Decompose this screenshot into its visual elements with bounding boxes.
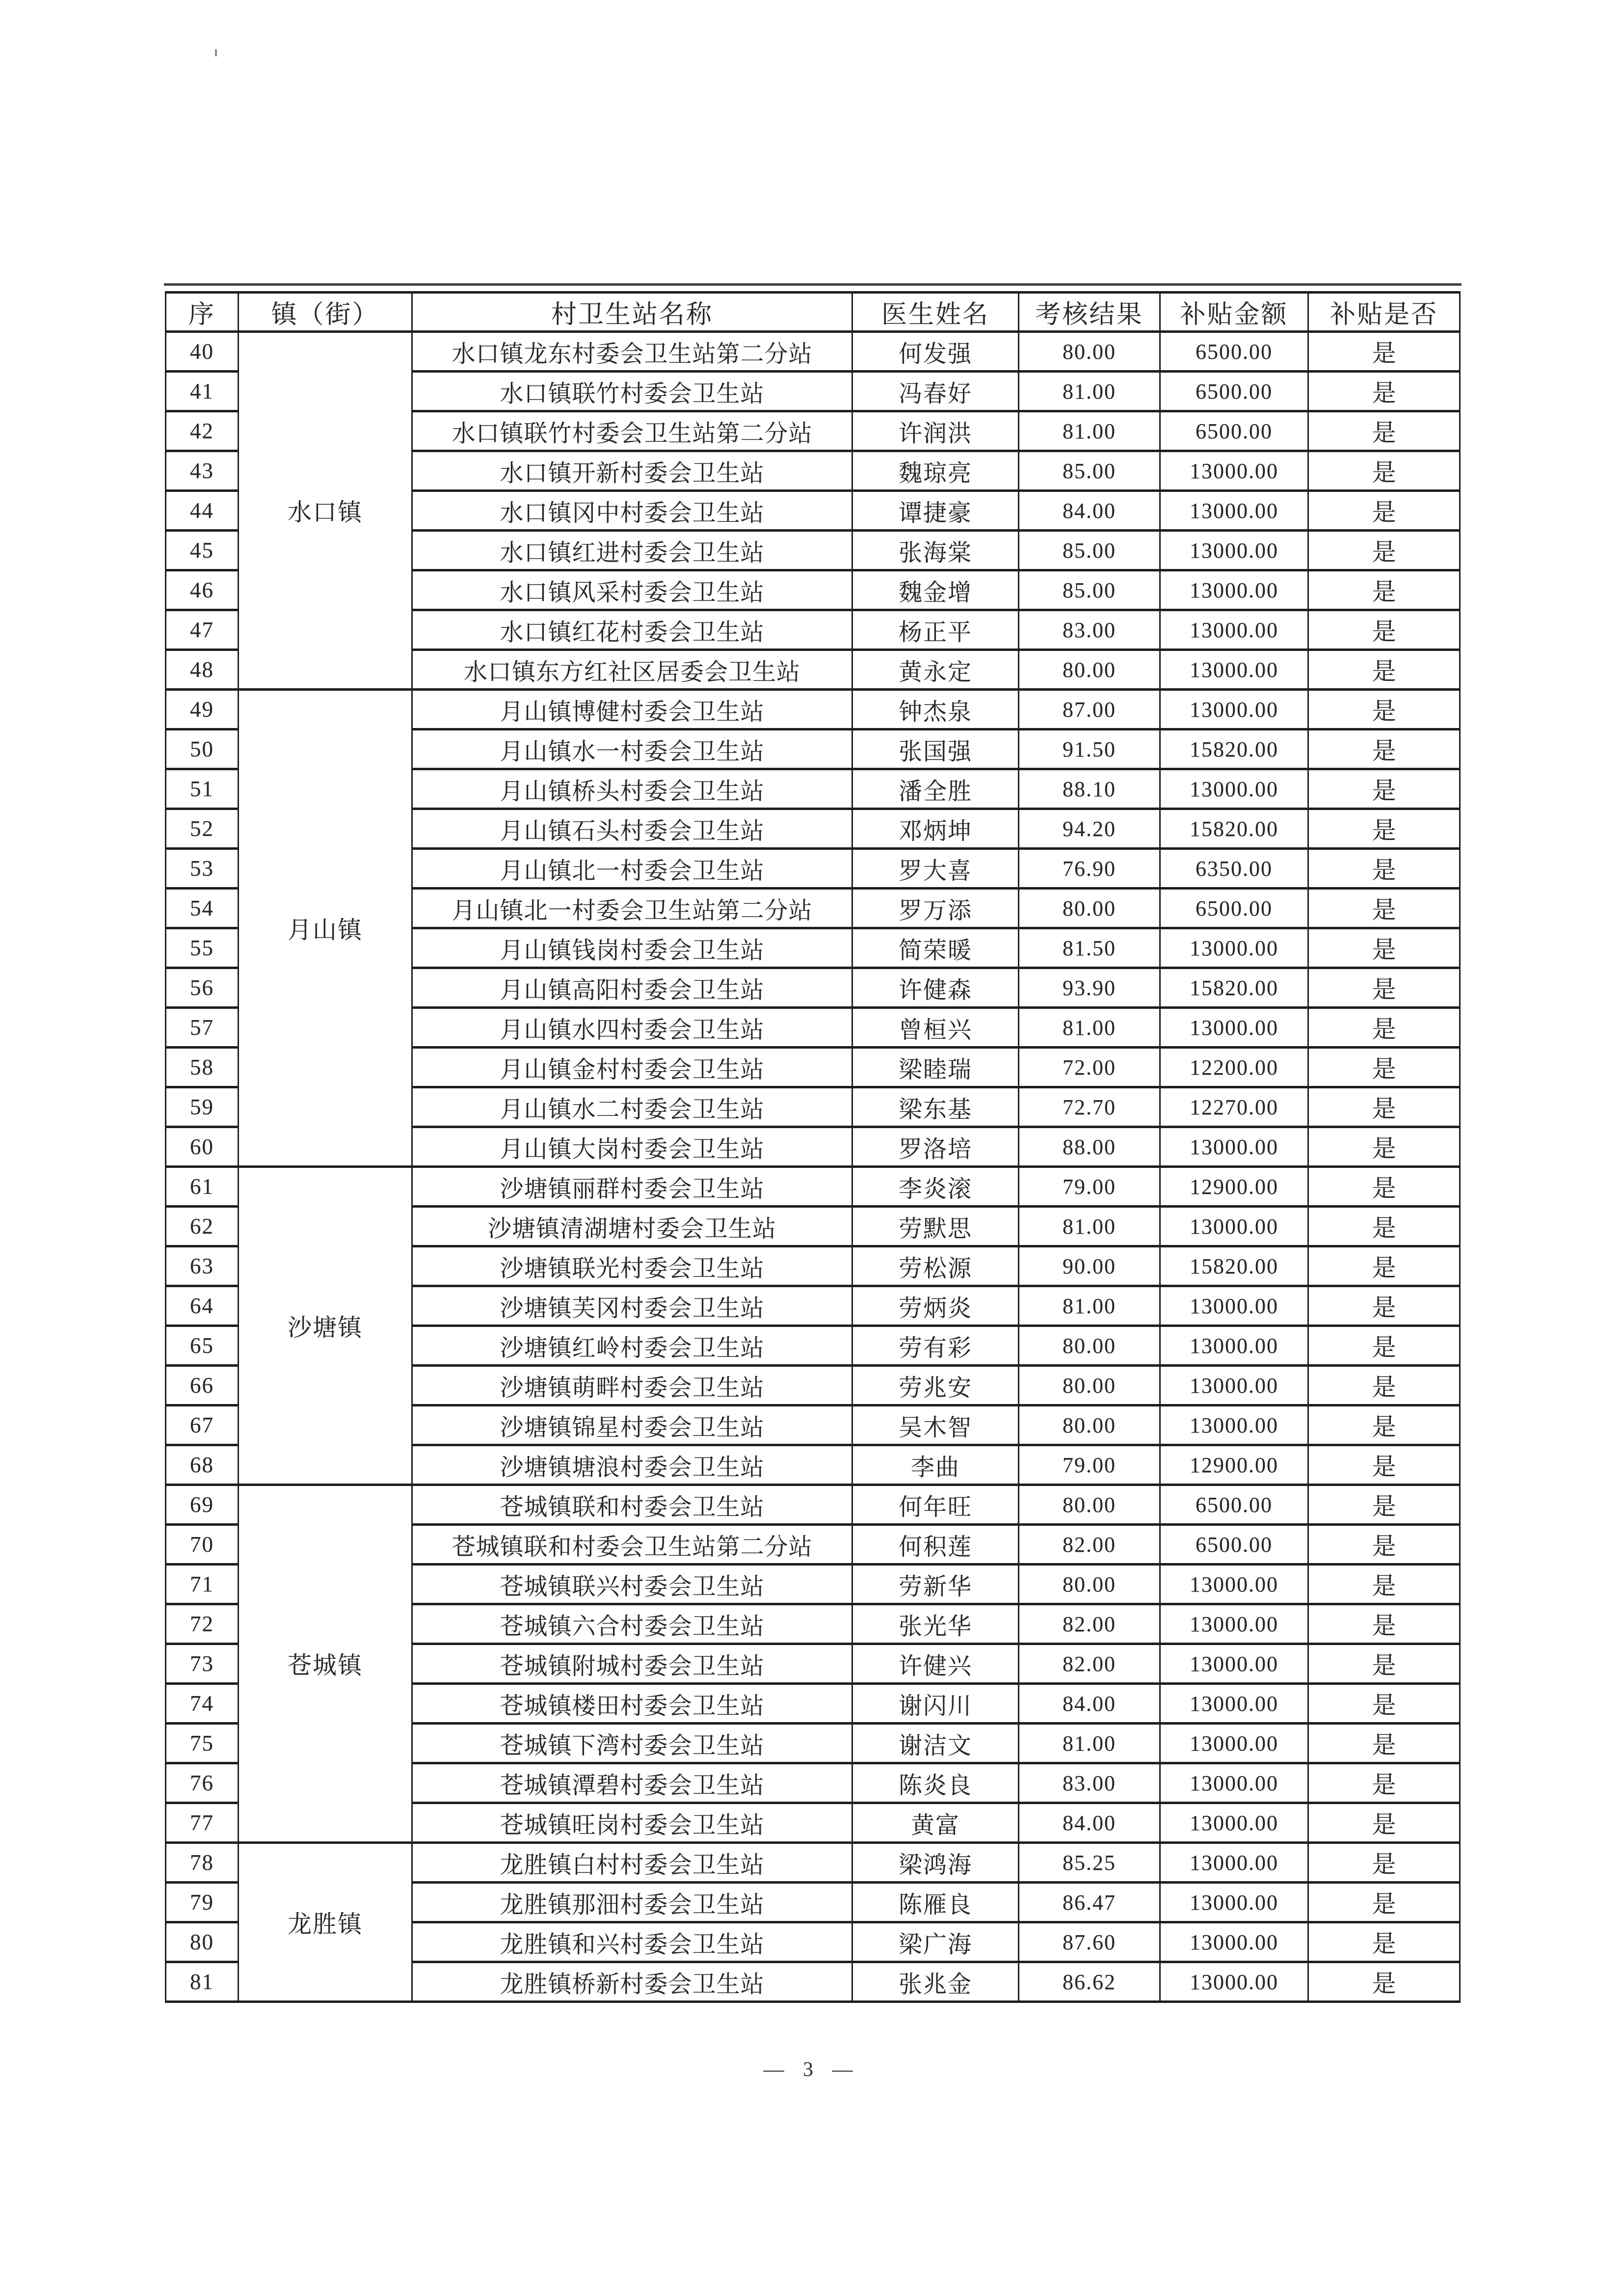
cell-station-name: 月山镇水四村委会卫生站 [412,1008,852,1048]
cell-subsidy-amount: 15820.00 [1160,809,1308,849]
cell-serial-number: 50 [166,729,239,769]
cell-serial-number: 81 [166,1962,239,2002]
cell-subsidy-granted: 是 [1308,1724,1460,1763]
cell-doctor-name: 劳新华 [852,1565,1019,1604]
cell-station-name: 月山镇大岗村委会卫生站 [412,1127,852,1167]
cell-subsidy-granted: 是 [1308,729,1460,769]
cell-subsidy-amount: 13000.00 [1160,570,1308,610]
cell-subsidy-amount: 12270.00 [1160,1087,1308,1127]
cell-assessment-score: 80.00 [1019,1485,1160,1525]
cell-serial-number: 67 [166,1405,239,1445]
cell-station-name: 水口镇联竹村委会卫生站 [412,372,852,411]
cell-serial-number: 59 [166,1087,239,1127]
cell-doctor-name: 劳兆安 [852,1366,1019,1405]
cell-subsidy-granted: 是 [1308,849,1460,889]
cell-assessment-score: 83.00 [1019,610,1160,650]
cell-assessment-score: 83.00 [1019,1763,1160,1803]
cell-subsidy-granted: 是 [1308,1008,1460,1048]
cell-assessment-score: 85.00 [1019,570,1160,610]
cell-station-name: 月山镇博健村委会卫生站 [412,690,852,729]
cell-serial-number: 80 [166,1922,239,1962]
cell-subsidy-granted: 是 [1308,610,1460,650]
cell-subsidy-granted: 是 [1308,1127,1460,1167]
header-station: 村卫生站名称 [412,293,852,332]
cell-subsidy-amount: 15820.00 [1160,968,1308,1008]
cell-assessment-score: 80.00 [1019,889,1160,928]
cell-doctor-name: 谢洁文 [852,1724,1019,1763]
cell-serial-number: 60 [166,1127,239,1167]
cell-assessment-score: 88.00 [1019,1127,1160,1167]
cell-subsidy-amount: 13000.00 [1160,451,1308,491]
cell-assessment-score: 72.70 [1019,1087,1160,1127]
cell-subsidy-granted: 是 [1308,889,1460,928]
cell-assessment-score: 79.00 [1019,1445,1160,1485]
cell-subsidy-granted: 是 [1308,1207,1460,1246]
cell-doctor-name: 钟杰泉 [852,690,1019,729]
cell-serial-number: 55 [166,928,239,968]
cell-serial-number: 42 [166,411,239,451]
cell-station-name: 水口镇红进村委会卫生站 [412,531,852,570]
cell-town-name: 月山镇 [239,690,412,1167]
cell-assessment-score: 93.90 [1019,968,1160,1008]
cell-station-name: 月山镇石头村委会卫生站 [412,809,852,849]
cell-doctor-name: 许健森 [852,968,1019,1008]
cell-subsidy-amount: 15820.00 [1160,1246,1308,1286]
cell-town-name: 水口镇 [239,332,412,690]
cell-station-name: 月山镇北一村委会卫生站 [412,849,852,889]
cell-assessment-score: 80.00 [1019,1405,1160,1445]
cell-station-name: 水口镇红花村委会卫生站 [412,610,852,650]
cell-subsidy-amount: 6500.00 [1160,372,1308,411]
cell-subsidy-granted: 是 [1308,1644,1460,1684]
cell-subsidy-granted: 是 [1308,1405,1460,1445]
cell-assessment-score: 81.50 [1019,928,1160,968]
header-doctor: 医生姓名 [852,293,1019,332]
cell-station-name: 苍城镇联和村委会卫生站第二分站 [412,1525,852,1565]
cell-station-name: 沙塘镇萌畔村委会卫生站 [412,1366,852,1405]
cell-doctor-name: 李曲 [852,1445,1019,1485]
cell-subsidy-granted: 是 [1308,968,1460,1008]
cell-station-name: 沙塘镇塘浪村委会卫生站 [412,1445,852,1485]
cell-station-name: 沙塘镇丽群村委会卫生站 [412,1167,852,1207]
cell-serial-number: 57 [166,1008,239,1048]
cell-subsidy-amount: 6350.00 [1160,849,1308,889]
cell-serial-number: 62 [166,1207,239,1246]
cell-doctor-name: 罗洛培 [852,1127,1019,1167]
cell-station-name: 沙塘镇红岭村委会卫生站 [412,1326,852,1366]
cell-doctor-name: 罗大喜 [852,849,1019,889]
cell-station-name: 水口镇联竹村委会卫生站第二分站 [412,411,852,451]
cell-serial-number: 48 [166,650,239,690]
cell-serial-number: 79 [166,1883,239,1922]
cell-assessment-score: 80.00 [1019,1366,1160,1405]
cell-doctor-name: 张光华 [852,1604,1019,1644]
page-number: — 3 — [763,2058,860,2081]
cell-doctor-name: 许健兴 [852,1644,1019,1684]
cell-station-name: 沙塘镇清湖塘村委会卫生站 [412,1207,852,1246]
cell-station-name: 沙塘镇联光村委会卫生站 [412,1246,852,1286]
cell-subsidy-granted: 是 [1308,1246,1460,1286]
cell-subsidy-amount: 13000.00 [1160,1763,1308,1803]
cell-serial-number: 52 [166,809,239,849]
cell-assessment-score: 76.90 [1019,849,1160,889]
cell-doctor-name: 劳有彩 [852,1326,1019,1366]
cell-subsidy-granted: 是 [1308,1922,1460,1962]
cell-station-name: 苍城镇楼田村委会卫生站 [412,1684,852,1724]
cell-serial-number: 77 [166,1803,239,1843]
cell-subsidy-amount: 12900.00 [1160,1167,1308,1207]
cell-doctor-name: 何年旺 [852,1485,1019,1525]
cell-subsidy-granted: 是 [1308,491,1460,531]
cell-serial-number: 63 [166,1246,239,1286]
cell-subsidy-granted: 是 [1308,570,1460,610]
cell-subsidy-amount: 13000.00 [1160,1604,1308,1644]
cell-town-name: 龙胜镇 [239,1843,412,2002]
cell-serial-number: 58 [166,1048,239,1087]
cell-subsidy-granted: 是 [1308,451,1460,491]
cell-subsidy-granted: 是 [1308,1525,1460,1565]
cell-assessment-score: 80.00 [1019,650,1160,690]
cell-subsidy-amount: 13000.00 [1160,1803,1308,1843]
cell-serial-number: 43 [166,451,239,491]
cell-serial-number: 54 [166,889,239,928]
cell-subsidy-granted: 是 [1308,1962,1460,2002]
cell-subsidy-amount: 6500.00 [1160,411,1308,451]
cell-doctor-name: 吴木智 [852,1405,1019,1445]
cell-doctor-name: 魏琼亮 [852,451,1019,491]
table-row [166,1485,1460,1525]
cell-assessment-score: 72.00 [1019,1048,1160,1087]
cell-subsidy-amount: 13000.00 [1160,491,1308,531]
cell-subsidy-granted: 是 [1308,1048,1460,1087]
cell-subsidy-amount: 13000.00 [1160,769,1308,809]
cell-subsidy-amount: 13000.00 [1160,1644,1308,1684]
cell-subsidy-amount: 13000.00 [1160,1684,1308,1724]
cell-subsidy-amount: 13000.00 [1160,1286,1308,1326]
subsidy-table [165,291,1461,2003]
cell-serial-number: 76 [166,1763,239,1803]
cell-subsidy-granted: 是 [1308,650,1460,690]
table-row [166,1843,1460,1883]
cell-serial-number: 68 [166,1445,239,1485]
cell-subsidy-amount: 6500.00 [1160,1485,1308,1525]
cell-assessment-score: 80.00 [1019,332,1160,372]
cell-subsidy-amount: 13000.00 [1160,1008,1308,1048]
cell-subsidy-granted: 是 [1308,372,1460,411]
cell-serial-number: 66 [166,1366,239,1405]
cell-subsidy-amount: 13000.00 [1160,1922,1308,1962]
cell-doctor-name: 黄永定 [852,650,1019,690]
cell-assessment-score: 85.25 [1019,1843,1160,1883]
cell-doctor-name: 邓炳坤 [852,809,1019,849]
cell-subsidy-granted: 是 [1308,1366,1460,1405]
cell-subsidy-granted: 是 [1308,1087,1460,1127]
cell-subsidy-amount: 6500.00 [1160,332,1308,372]
header-granted: 补贴是否 [1308,293,1460,332]
cell-doctor-name: 谢闪川 [852,1684,1019,1724]
cell-doctor-name: 魏金增 [852,570,1019,610]
cell-station-name: 月山镇桥头村委会卫生站 [412,769,852,809]
header-amount: 补贴金额 [1160,293,1308,332]
cell-subsidy-amount: 13000.00 [1160,1962,1308,2002]
cell-serial-number: 74 [166,1684,239,1724]
cell-station-name: 月山镇金村村委会卫生站 [412,1048,852,1087]
cell-serial-number: 78 [166,1843,239,1883]
table-row [166,690,1460,729]
cell-doctor-name: 许润洪 [852,411,1019,451]
cell-assessment-score: 81.00 [1019,1724,1160,1763]
cell-subsidy-amount: 12900.00 [1160,1445,1308,1485]
cell-subsidy-amount: 13000.00 [1160,1207,1308,1246]
cell-assessment-score: 86.62 [1019,1962,1160,2002]
cell-assessment-score: 87.60 [1019,1922,1160,1962]
cell-serial-number: 61 [166,1167,239,1207]
cell-subsidy-granted: 是 [1308,690,1460,729]
cell-serial-number: 75 [166,1724,239,1763]
cell-subsidy-granted: 是 [1308,1167,1460,1207]
cell-assessment-score: 84.00 [1019,1803,1160,1843]
cell-assessment-score: 82.00 [1019,1644,1160,1684]
cell-station-name: 龙胜镇那沺村委会卫生站 [412,1883,852,1922]
cell-serial-number: 46 [166,570,239,610]
cell-station-name: 苍城镇六合村委会卫生站 [412,1604,852,1644]
cell-assessment-score: 85.00 [1019,451,1160,491]
cell-assessment-score: 82.00 [1019,1525,1160,1565]
cell-doctor-name: 张国强 [852,729,1019,769]
cell-subsidy-granted: 是 [1308,1326,1460,1366]
cell-subsidy-amount: 13000.00 [1160,531,1308,570]
cell-doctor-name: 谭捷豪 [852,491,1019,531]
cell-subsidy-amount: 12200.00 [1160,1048,1308,1087]
cell-subsidy-amount: 13000.00 [1160,1843,1308,1883]
cell-serial-number: 45 [166,531,239,570]
cell-assessment-score: 81.00 [1019,1286,1160,1326]
cell-assessment-score: 90.00 [1019,1246,1160,1286]
table-body [166,332,1460,2002]
cell-subsidy-granted: 是 [1308,1445,1460,1485]
cell-subsidy-granted: 是 [1308,809,1460,849]
cell-subsidy-granted: 是 [1308,1803,1460,1843]
cell-assessment-score: 81.00 [1019,1008,1160,1048]
cell-subsidy-amount: 13000.00 [1160,928,1308,968]
cell-assessment-score: 86.47 [1019,1883,1160,1922]
cell-doctor-name: 梁鸿海 [852,1843,1019,1883]
cell-station-name: 苍城镇旺岗村委会卫生站 [412,1803,852,1843]
cell-town-name: 苍城镇 [239,1485,412,1843]
cell-subsidy-amount: 13000.00 [1160,1565,1308,1604]
cell-serial-number: 51 [166,769,239,809]
cell-subsidy-granted: 是 [1308,1565,1460,1604]
cell-doctor-name: 梁睦瑞 [852,1048,1019,1087]
cell-station-name: 水口镇风采村委会卫生站 [412,570,852,610]
header-serial: 序 [166,293,239,332]
header-score: 考核结果 [1019,293,1160,332]
cell-town-name: 沙塘镇 [239,1167,412,1485]
cell-doctor-name: 简荣暖 [852,928,1019,968]
cell-doctor-name: 梁东基 [852,1087,1019,1127]
cell-assessment-score: 79.00 [1019,1167,1160,1207]
cell-serial-number: 71 [166,1565,239,1604]
cell-doctor-name: 李炎滚 [852,1167,1019,1207]
cell-assessment-score: 94.20 [1019,809,1160,849]
cell-station-name: 龙胜镇白村村委会卫生站 [412,1843,852,1883]
cell-assessment-score: 80.00 [1019,1565,1160,1604]
cell-subsidy-granted: 是 [1308,928,1460,968]
cell-doctor-name: 何发强 [852,332,1019,372]
cell-subsidy-granted: 是 [1308,411,1460,451]
cell-station-name: 月山镇高阳村委会卫生站 [412,968,852,1008]
cell-doctor-name: 劳默思 [852,1207,1019,1246]
cell-subsidy-amount: 13000.00 [1160,1326,1308,1366]
cell-doctor-name: 冯春好 [852,372,1019,411]
cell-station-name: 龙胜镇和兴村委会卫生站 [412,1922,852,1962]
cell-doctor-name: 陈雁良 [852,1883,1019,1922]
cell-doctor-name: 罗万添 [852,889,1019,928]
cell-doctor-name: 张海棠 [852,531,1019,570]
cell-serial-number: 44 [166,491,239,531]
cell-doctor-name: 陈炎良 [852,1763,1019,1803]
cell-serial-number: 69 [166,1485,239,1525]
cell-serial-number: 65 [166,1326,239,1366]
cell-serial-number: 53 [166,849,239,889]
cell-assessment-score: 87.00 [1019,690,1160,729]
cell-serial-number: 64 [166,1286,239,1326]
cell-serial-number: 49 [166,690,239,729]
cell-serial-number: 72 [166,1604,239,1644]
subsidy-table-wrap [165,291,1461,2003]
scan-artifact [215,49,217,56]
cell-doctor-name: 劳炳炎 [852,1286,1019,1326]
cell-station-name: 苍城镇下湾村委会卫生站 [412,1724,852,1763]
cell-subsidy-amount: 13000.00 [1160,1405,1308,1445]
table-header [166,293,1460,332]
cell-station-name: 月山镇水一村委会卫生站 [412,729,852,769]
cell-subsidy-amount: 6500.00 [1160,1525,1308,1565]
cell-assessment-score: 81.00 [1019,1207,1160,1246]
cell-serial-number: 40 [166,332,239,372]
cell-subsidy-amount: 13000.00 [1160,690,1308,729]
cell-doctor-name: 曾桓兴 [852,1008,1019,1048]
cell-subsidy-amount: 15820.00 [1160,729,1308,769]
cell-subsidy-granted: 是 [1308,332,1460,372]
cell-station-name: 月山镇北一村委会卫生站第二分站 [412,889,852,928]
cell-subsidy-amount: 13000.00 [1160,1724,1308,1763]
cell-assessment-score: 84.00 [1019,1684,1160,1724]
cell-subsidy-amount: 13000.00 [1160,610,1308,650]
cell-subsidy-granted: 是 [1308,1286,1460,1326]
cell-serial-number: 70 [166,1525,239,1565]
cell-assessment-score: 80.00 [1019,1326,1160,1366]
cell-serial-number: 41 [166,372,239,411]
cell-assessment-score: 82.00 [1019,1604,1160,1644]
header-row [166,293,1460,332]
cell-serial-number: 56 [166,968,239,1008]
cell-station-name: 水口镇龙东村委会卫生站第二分站 [412,332,852,372]
cell-assessment-score: 88.10 [1019,769,1160,809]
cell-assessment-score: 81.00 [1019,411,1160,451]
table-row [166,1167,1460,1207]
cell-doctor-name: 梁广海 [852,1922,1019,1962]
cell-serial-number: 73 [166,1644,239,1684]
cell-station-name: 沙塘镇芙冈村委会卫生站 [412,1286,852,1326]
cell-station-name: 水口镇开新村委会卫生站 [412,451,852,491]
cell-subsidy-granted: 是 [1308,1883,1460,1922]
cell-subsidy-amount: 13000.00 [1160,650,1308,690]
cell-station-name: 月山镇钱岗村委会卫生站 [412,928,852,968]
cell-doctor-name: 何积莲 [852,1525,1019,1565]
cell-station-name: 沙塘镇锦星村委会卫生站 [412,1405,852,1445]
cell-doctor-name: 黄富 [852,1803,1019,1843]
cell-station-name: 苍城镇联兴村委会卫生站 [412,1565,852,1604]
cell-assessment-score: 91.50 [1019,729,1160,769]
cell-station-name: 水口镇冈中村委会卫生站 [412,491,852,531]
table-row [166,332,1460,372]
cell-assessment-score: 81.00 [1019,372,1160,411]
cell-station-name: 苍城镇潭碧村委会卫生站 [412,1763,852,1803]
cell-doctor-name: 张兆金 [852,1962,1019,2002]
cell-doctor-name: 劳松源 [852,1246,1019,1286]
header-town: 镇（街） [239,293,412,332]
cell-subsidy-granted: 是 [1308,1843,1460,1883]
cell-subsidy-amount: 6500.00 [1160,889,1308,928]
cell-station-name: 月山镇水二村委会卫生站 [412,1087,852,1127]
cell-subsidy-granted: 是 [1308,769,1460,809]
cell-station-name: 苍城镇附城村委会卫生站 [412,1644,852,1684]
cell-assessment-score: 85.00 [1019,531,1160,570]
cell-subsidy-amount: 13000.00 [1160,1883,1308,1922]
cell-subsidy-granted: 是 [1308,1485,1460,1525]
cell-subsidy-granted: 是 [1308,531,1460,570]
cell-subsidy-amount: 13000.00 [1160,1366,1308,1405]
cell-doctor-name: 潘全胜 [852,769,1019,809]
cell-station-name: 龙胜镇桥新村委会卫生站 [412,1962,852,2002]
cell-assessment-score: 84.00 [1019,491,1160,531]
cell-station-name: 水口镇东方红社区居委会卫生站 [412,650,852,690]
cell-subsidy-granted: 是 [1308,1763,1460,1803]
cell-subsidy-granted: 是 [1308,1604,1460,1644]
cell-subsidy-granted: 是 [1308,1684,1460,1724]
cell-station-name: 苍城镇联和村委会卫生站 [412,1485,852,1525]
cell-serial-number: 47 [166,610,239,650]
cell-subsidy-amount: 13000.00 [1160,1127,1308,1167]
cell-doctor-name: 杨正平 [852,610,1019,650]
